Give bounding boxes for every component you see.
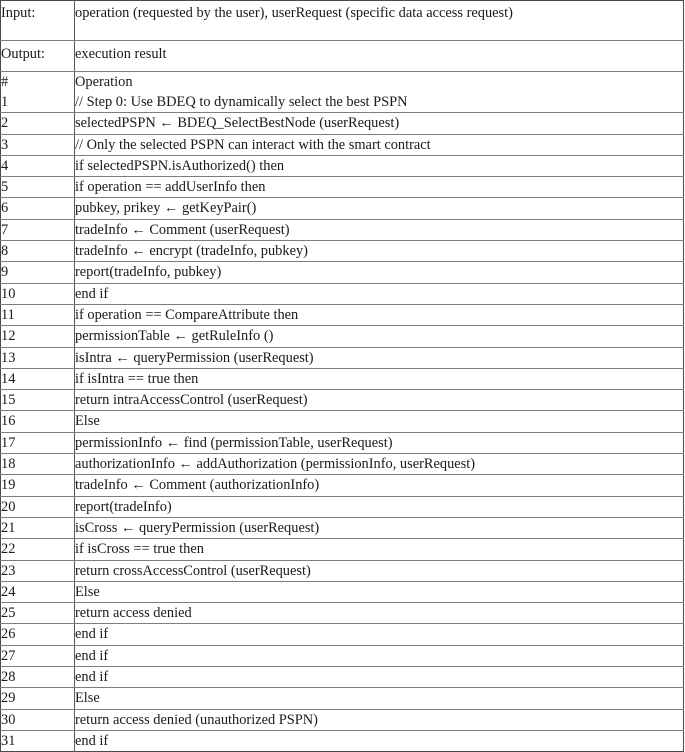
step-number: 19 [1,475,75,496]
output-value: execution result [75,41,684,72]
step-operation: // Only the selected PSPN can interact with the smart contract [75,134,684,155]
step-operation: if operation == CompareAttribute then [75,304,684,325]
table-row [1,603,684,624]
step-number: 25 [1,603,75,624]
table-row [1,347,684,368]
table-row [1,709,684,730]
table-row [1,368,684,389]
table-row [1,581,684,602]
step-number: 17 [1,432,75,453]
step-number: 6 [1,198,75,219]
table-row-output [1,41,684,72]
step-operation: report(tradeInfo, pubkey) [75,262,684,283]
table-row [1,241,684,262]
step-operation: isCross ← queryPermission (userRequest) [75,517,684,538]
step-operation: tradeInfo ← encrypt (tradeInfo, pubkey) [75,241,684,262]
step-operation: Else [75,411,684,432]
step-number: 18 [1,454,75,475]
input-label: Input: [1,1,75,41]
table-row [1,560,684,581]
step-operation: return access denied (unauthorized PSPN) [75,709,684,730]
output-label: Output: [1,41,75,72]
table-row [1,517,684,538]
table-body [1,1,684,93]
step-number: 16 [1,411,75,432]
step-number: 9 [1,262,75,283]
step-operation: return crossAccessControl (userRequest) [75,560,684,581]
step-number: 15 [1,390,75,411]
step-number: 31 [1,730,75,751]
table-row [1,155,684,176]
table-row [1,496,684,517]
step-operation: permissionTable ← getRuleInfo () [75,326,684,347]
table-row [1,113,684,134]
step-number: 27 [1,645,75,666]
step-number: 26 [1,624,75,645]
step-operation: return intraAccessControl (userRequest) [75,390,684,411]
table-row [1,730,684,751]
step-number: 21 [1,517,75,538]
step-number: 30 [1,709,75,730]
step-number: 3 [1,134,75,155]
step-number: 14 [1,368,75,389]
column-header-number: # [1,72,75,93]
table-row [1,326,684,347]
table-row [1,219,684,240]
table-row [1,432,684,453]
step-operation: end if [75,667,684,688]
step-number: 2 [1,113,75,134]
step-operation: return access denied [75,603,684,624]
step-number: 13 [1,347,75,368]
table-row [1,283,684,304]
step-number: 12 [1,326,75,347]
step-number: 22 [1,539,75,560]
column-header-operation: Operation [75,74,133,90]
step-operation: isIntra ← queryPermission (userRequest) [75,347,684,368]
step-operation: selectedPSPN ← BDEQ_SelectBestNode (userRequest) [75,113,684,134]
step-operation: // Step 0: Use BDEQ to dynamically select the best PSPN [75,92,684,113]
step-number: 5 [1,177,75,198]
step-operation: if isCross == true then [75,539,684,560]
step-number: 8 [1,241,75,262]
step-number: 11 [1,304,75,325]
step-operation: report(tradeInfo) [75,496,684,517]
step-operation: end if [75,645,684,666]
table-row [1,411,684,432]
table-row [1,645,684,666]
table-row [1,198,684,219]
step-operation: pubkey, prikey ← getKeyPair() [75,198,684,219]
step-number: 1 [1,92,75,113]
table-row [1,304,684,325]
step-number: 24 [1,581,75,602]
step-number: 10 [1,283,75,304]
table-row [1,262,684,283]
step-operation: if selectedPSPN.isAuthorized() then [75,155,684,176]
step-operation: authorizationInfo ← addAuthorization (permissionInfo, userRequest) [75,454,684,475]
table-row [1,92,684,113]
step-operation: if operation == addUserInfo then [75,177,684,198]
table-row [1,667,684,688]
step-number: 4 [1,155,75,176]
step-operation: Else [75,581,684,602]
table-row [1,539,684,560]
step-operation: end if [75,624,684,645]
input-value: operation (requested by the user), userRequest (specific data access request) [75,1,684,41]
step-number: 7 [1,219,75,240]
step-operation: if isIntra == true then [75,368,684,389]
table-row [1,454,684,475]
step-operation: Else [75,688,684,709]
step-number: 28 [1,667,75,688]
table-row [1,475,684,496]
table-row-input [1,1,684,41]
table-row [1,688,684,709]
step-operation: tradeInfo ← Comment (authorizationInfo) [75,475,684,496]
step-number: 29 [1,688,75,709]
step-operation: tradeInfo ← Comment (userRequest) [75,219,684,240]
step-number: 20 [1,496,75,517]
step-operation: end if [75,732,109,749]
table-row [1,624,684,645]
step-operation: end if [75,283,684,304]
table-row [1,177,684,198]
pseudocode-steps [1,92,684,752]
step-operation: permissionInfo ← find (permissionTable, userRequest) [75,432,684,453]
table-row [1,390,684,411]
table-row [1,134,684,155]
table-header-row [1,72,684,93]
step-number: 23 [1,560,75,581]
